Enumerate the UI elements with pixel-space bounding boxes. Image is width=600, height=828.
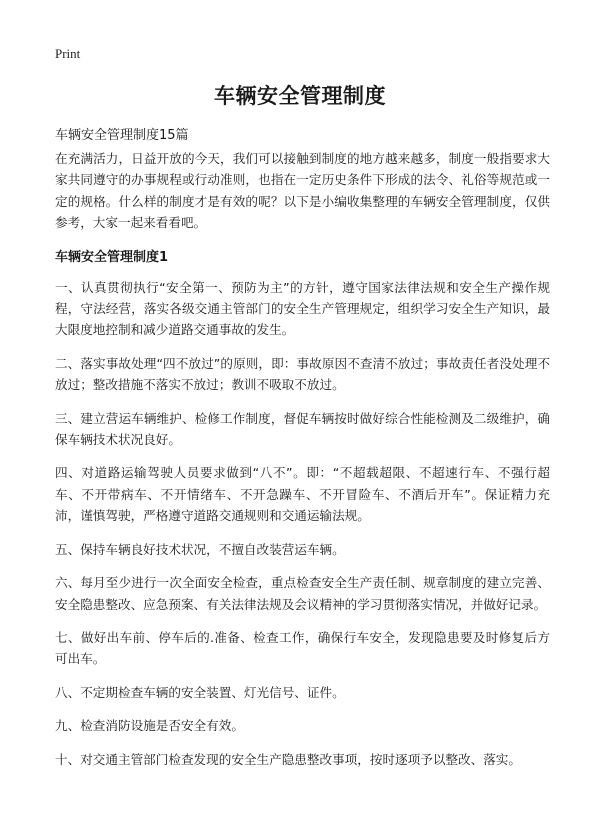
rule-item-8: 八、不定期检查车辆的安全装置、灯光信号、证件。 <box>55 684 345 700</box>
rule-item-1: 一、认真贯彻执行“安全第一、预防为主”的方针，遵守国家法律法规和安全生产操作规程，守法经营，落实各级交通主管部门的安全生产管理规定，组织学习安全生产知识，最大限度地控制和减少道路交通事故的发生。 <box>55 279 550 338</box>
page-title: 车辆安全管理制度 <box>214 84 386 108</box>
intro-paragraph: 在充满活力，日益开放的今天，我们可以接触到制度的地方越来越多，制度一般指要求大家共同遵守的办事规程或行动准则，也指在一定历史条件下形成的法令、礼俗等规范或一定的规格。什么样的制度才是有效的呢？以下是小编收集整理的车辆安全管理制度，仅供参考，大家一起来看看吧。 <box>55 151 550 231</box>
rule-item-3: 三、建立营运车辆维护、检修工作制度，督促车辆按时做好综合性能检测及二级维护，确保车辆技术状况良好。 <box>55 410 550 448</box>
rule-item-2: 二、落实事故处理“四不放过”的原则，即：事故原因不查清不放过；事故责任者没处理不放过；整改措施不落实不放过；教训不吸取不放过。 <box>55 355 550 393</box>
rule-item-6: 六、每月至少进行一次全面安全检查，重点检查安全生产责任制、规章制度的建立完善、安全隐患整改、应急预案、有关法律法规及会议精神的学习贯彻落实情况，并做好记录。 <box>55 575 550 612</box>
rule-item-4: 四、对道路运输驾驶人员要求做到“八不”。即：“不超载超限、不超速行车、不强行超车、不开带病车、不开情绪车、不开急躁车、不开冒险车、不酒后开车”。保证精力充沛，谨慎驾驶，严格遵守道路交通规则和交通运输法规。 <box>55 465 550 524</box>
section-heading: 车辆安全管理制度1 <box>55 249 169 265</box>
document-body <box>55 148 550 782</box>
print-link[interactable]: Print <box>55 46 81 61</box>
rule-item-5: 五、保持车辆良好技术状况，不擅自改装营运车辆。 <box>55 541 345 557</box>
rule-item-10: 十、对交通主管部门检查发现的安全生产隐患整改事项，按时逐项予以整改、落实。 <box>55 751 521 767</box>
document-subtitle: 车辆安全管理制度15篇 <box>55 128 189 143</box>
rule-item-7: 七、做好出车前、停车后的.准备、检查工作，确保行车安全，发现隐患要及时修复后方可出车。 <box>55 629 550 667</box>
rule-item-9: 九、检查消防设施是否安全有效。 <box>55 718 244 734</box>
